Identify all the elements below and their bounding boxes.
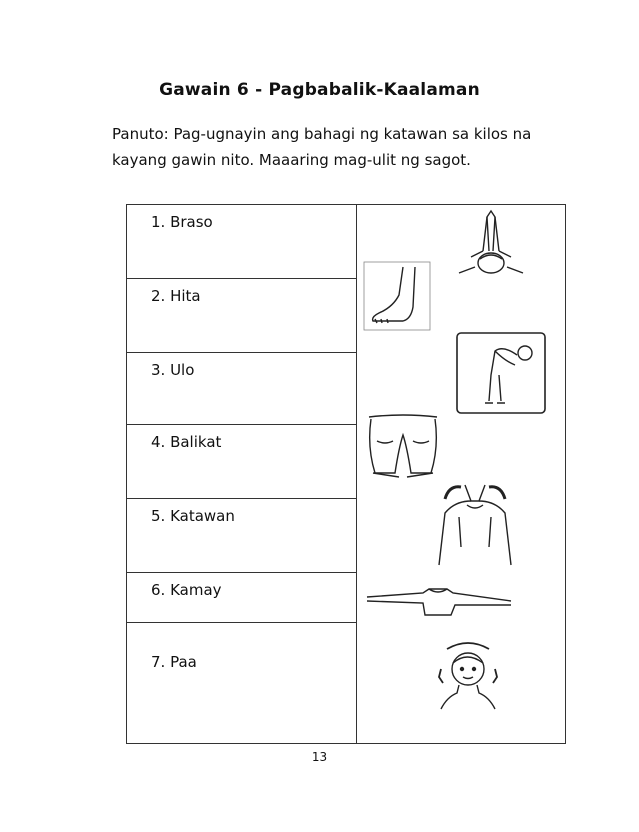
item-label: 7. Paa xyxy=(151,653,197,671)
table-row[interactable] xyxy=(127,425,356,499)
legs-thighs-icon[interactable] xyxy=(359,411,447,481)
body-parts-column xyxy=(127,205,357,743)
item-label: 4. Balikat xyxy=(151,433,222,451)
item-label: 2. Hita xyxy=(151,287,201,305)
bending-body-icon[interactable] xyxy=(455,331,547,415)
foot-icon[interactable] xyxy=(363,261,431,331)
raised-hands-icon[interactable] xyxy=(453,207,529,279)
item-label: 5. Katawan xyxy=(151,507,235,525)
shoulder-rotation-icon[interactable] xyxy=(431,477,519,569)
item-label: 1. Braso xyxy=(151,213,213,231)
table-row[interactable] xyxy=(127,353,356,425)
outstretched-arms-icon[interactable] xyxy=(363,581,515,621)
table-row[interactable] xyxy=(127,623,356,745)
table-row[interactable] xyxy=(127,279,356,353)
table-row[interactable] xyxy=(127,205,356,279)
worksheet-title: Gawain 6 - Pagbabalik-Kaalaman xyxy=(159,80,480,100)
table-row[interactable] xyxy=(127,499,356,573)
table-row[interactable] xyxy=(127,573,356,623)
page-number: 13 xyxy=(311,750,328,764)
instructions-text: Panuto: Pag-ugnayin ang bahagi ng katawan sa kilos na kayang gawin nito. Maaaring mag-ulit ng sagot. xyxy=(112,125,532,169)
head-rotation-icon[interactable] xyxy=(433,637,503,711)
item-label: 3. Ulo xyxy=(151,361,195,379)
item-label: 6. Kamay xyxy=(151,581,222,599)
matching-table xyxy=(126,204,566,744)
